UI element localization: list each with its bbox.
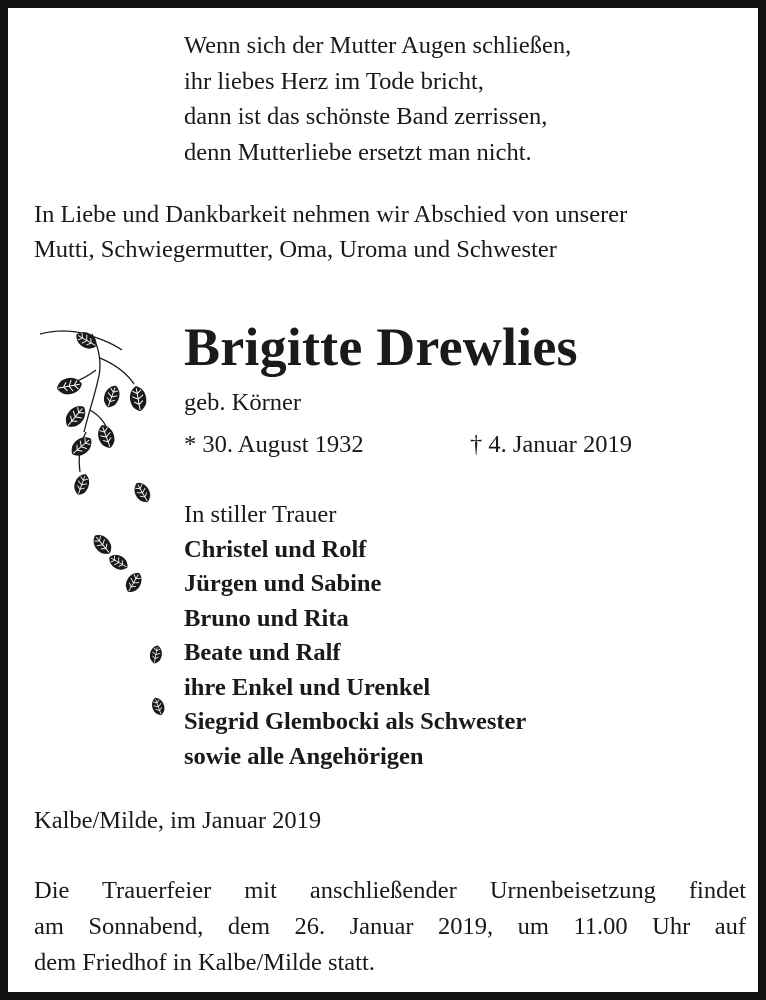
farewell-intro <box>34 198 627 268</box>
deceased-name: Brigitte Drewlies <box>184 317 578 377</box>
mourners-list <box>184 498 526 774</box>
death-date: † 4. Januar 2019 <box>470 431 632 458</box>
funeral-notice <box>34 874 746 982</box>
birth-name: geb. Körner <box>184 389 302 416</box>
poem-line: ihr liebes Herz im Tode bricht, <box>184 67 484 95</box>
funeral-line: am Sonnabend, dem 26. Januar 2019, um 11.00 Uhr auf <box>34 913 746 940</box>
funeral-line: Die Trauerfeier mit anschließender Urnenbeisetzung findet <box>34 877 746 904</box>
life-dates <box>184 428 674 462</box>
intro-line: In Liebe und Dankbarkeit nehmen wir Abschied von unserer <box>34 201 628 228</box>
mourner-name: Jürgen und Sabine <box>184 570 382 597</box>
memorial-poem <box>184 29 571 171</box>
mourner-name: sowie alle Angehörigen <box>184 742 424 770</box>
intro-line: Mutti, Schwiegermutter, Oma, Uroma und Schwester <box>34 236 557 263</box>
birch-branch-leaves-icon <box>30 320 170 740</box>
funeral-line: dem Friedhof in Kalbe/Milde statt. <box>34 949 375 976</box>
mourner-name: ihre Enkel und Urenkel <box>184 673 431 701</box>
place-and-date: Kalbe/Milde, im Januar 2019 <box>34 807 322 834</box>
poem-line: denn Mutterliebe ersetzt man nicht. <box>184 138 532 166</box>
mourner-name: Bruno und Rita <box>184 604 349 632</box>
mourner-name: Christel und Rolf <box>184 535 367 563</box>
poem-line: Wenn sich der Mutter Augen schließen, <box>184 32 572 59</box>
poem-line: dann ist das schönste Band zerrissen, <box>184 103 548 130</box>
mourner-name: Beate und Ralf <box>184 639 341 666</box>
mourner-name: Siegrid Glembocki als Schwester <box>184 708 527 735</box>
birth-date: * 30. August 1932 <box>184 431 364 458</box>
mourners-heading: In stiller Trauer <box>184 501 337 528</box>
